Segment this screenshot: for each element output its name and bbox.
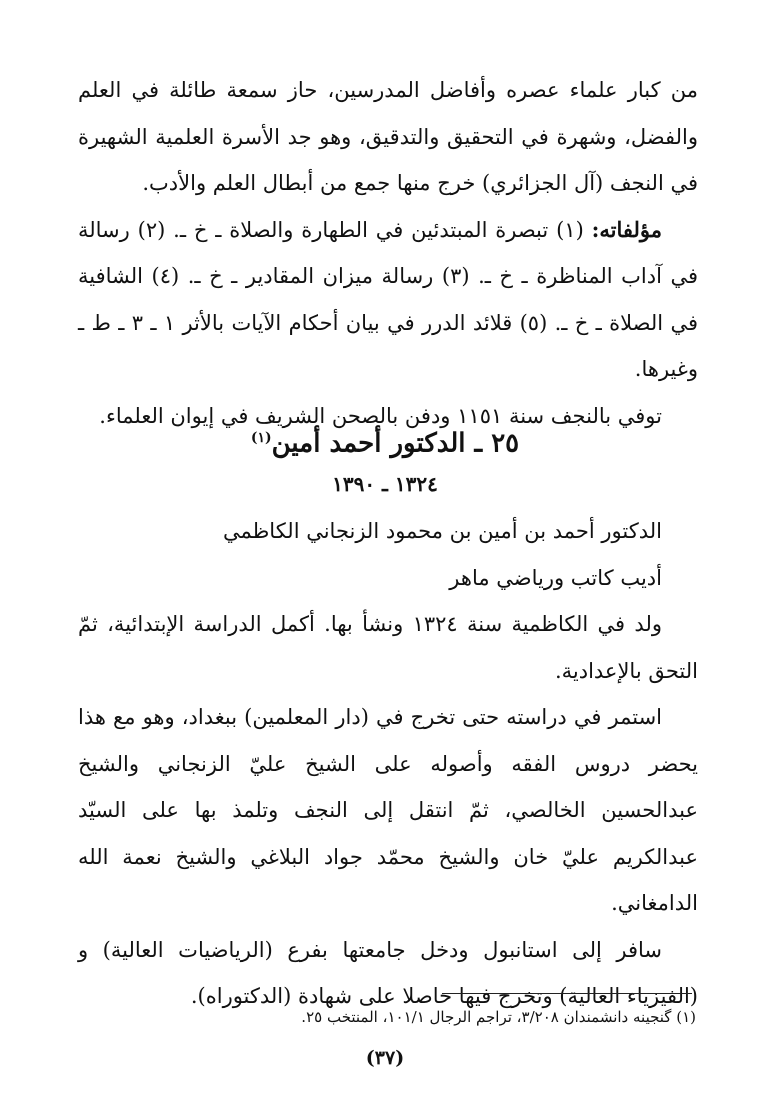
paragraph-birth: ولد في الكاظمية سنة ١٣٢٤ ونشأ بها. أكمل الدراسة الإبتدائية، ثمّ التحق بالإعدادية. xyxy=(78,612,698,683)
works-label: مؤلفاته: xyxy=(591,216,662,242)
entry-years: ١٣٢٤ ـ ١٣٩٠ xyxy=(332,472,438,496)
footnote-divider xyxy=(442,993,692,994)
description-line: أديب كاتب ورياضي ماهر xyxy=(449,565,662,590)
page-number: (٣٧) xyxy=(365,1047,405,1069)
footnote-marker: (١) xyxy=(250,430,272,446)
paragraph-travel: سافر إلى استانبول ودخل جامعتها بفرع (الرياضيات العالية) و (الفيزياء العالية) وتخرج فيها حاصلا على شهادة (الدكتوراه). xyxy=(78,937,698,1008)
paragraph-biography-end: من كبار علماء عصره وأفاضل المدرسين، حاز سمعة طائلة في العلم والفضل، وشهرة في التحقيق والتدقيق، وهو جد الأسرة العلمية الشهيرة في النجف (آل الجزائري) خرج منها جمع من أبطال العلم والأدب. xyxy=(78,78,698,195)
paragraph-death: توفي بالنجف سنة ١١٥١ ودفن بالصحن الشريف في إيوان العلماء. xyxy=(99,403,662,428)
paragraph-works xyxy=(78,207,698,393)
full-name-line: الدكتور أحمد بن أمين بن محمود الزنجاني الكاظمي xyxy=(222,519,662,543)
paragraph-study: استمر في دراسته حتى تخرج في (دار المعلمين) ببغداد، وهو مع هذا يحضر دروس الفقه وأصوله على الشيخ عليّ الزنجاني والشيخ عبدالحسين الخالصي، ثمّ انتقل إلى النجف وتلمذ بها على السيّد عبدالكريم عليّ خان والشيخ محمّد جواد البلاغي والشيخ نعمة الله الدامغاني. xyxy=(78,705,698,915)
footnote-text: (١) گنجينه دانشمندان ٣/٢٠٨، تراجم الرجال ١٠١/١، المنتخب ٢٥. xyxy=(301,1008,696,1026)
works-list: (١) تبصرة المبتدئين في الطهارة والصلاة ـ خ ـ. (٢) رسالة في آداب المناظرة ـ خ ـ. (٣) رسالة ميزان المقادير ـ خ ـ. (٤) الشافية في الصلاة ـ خ ـ. (٥) قلائد الدرر في بيان أحكام الآيات بالأثر ١ ـ ٣ ـ ط ـ وغيرها. xyxy=(78,217,698,381)
entry-title: ٢٥ ـ الدكتور أحمد أمين xyxy=(271,428,520,459)
previous-entry-continuation xyxy=(78,67,698,439)
entry-body xyxy=(78,508,698,1020)
entry-heading xyxy=(0,418,770,464)
